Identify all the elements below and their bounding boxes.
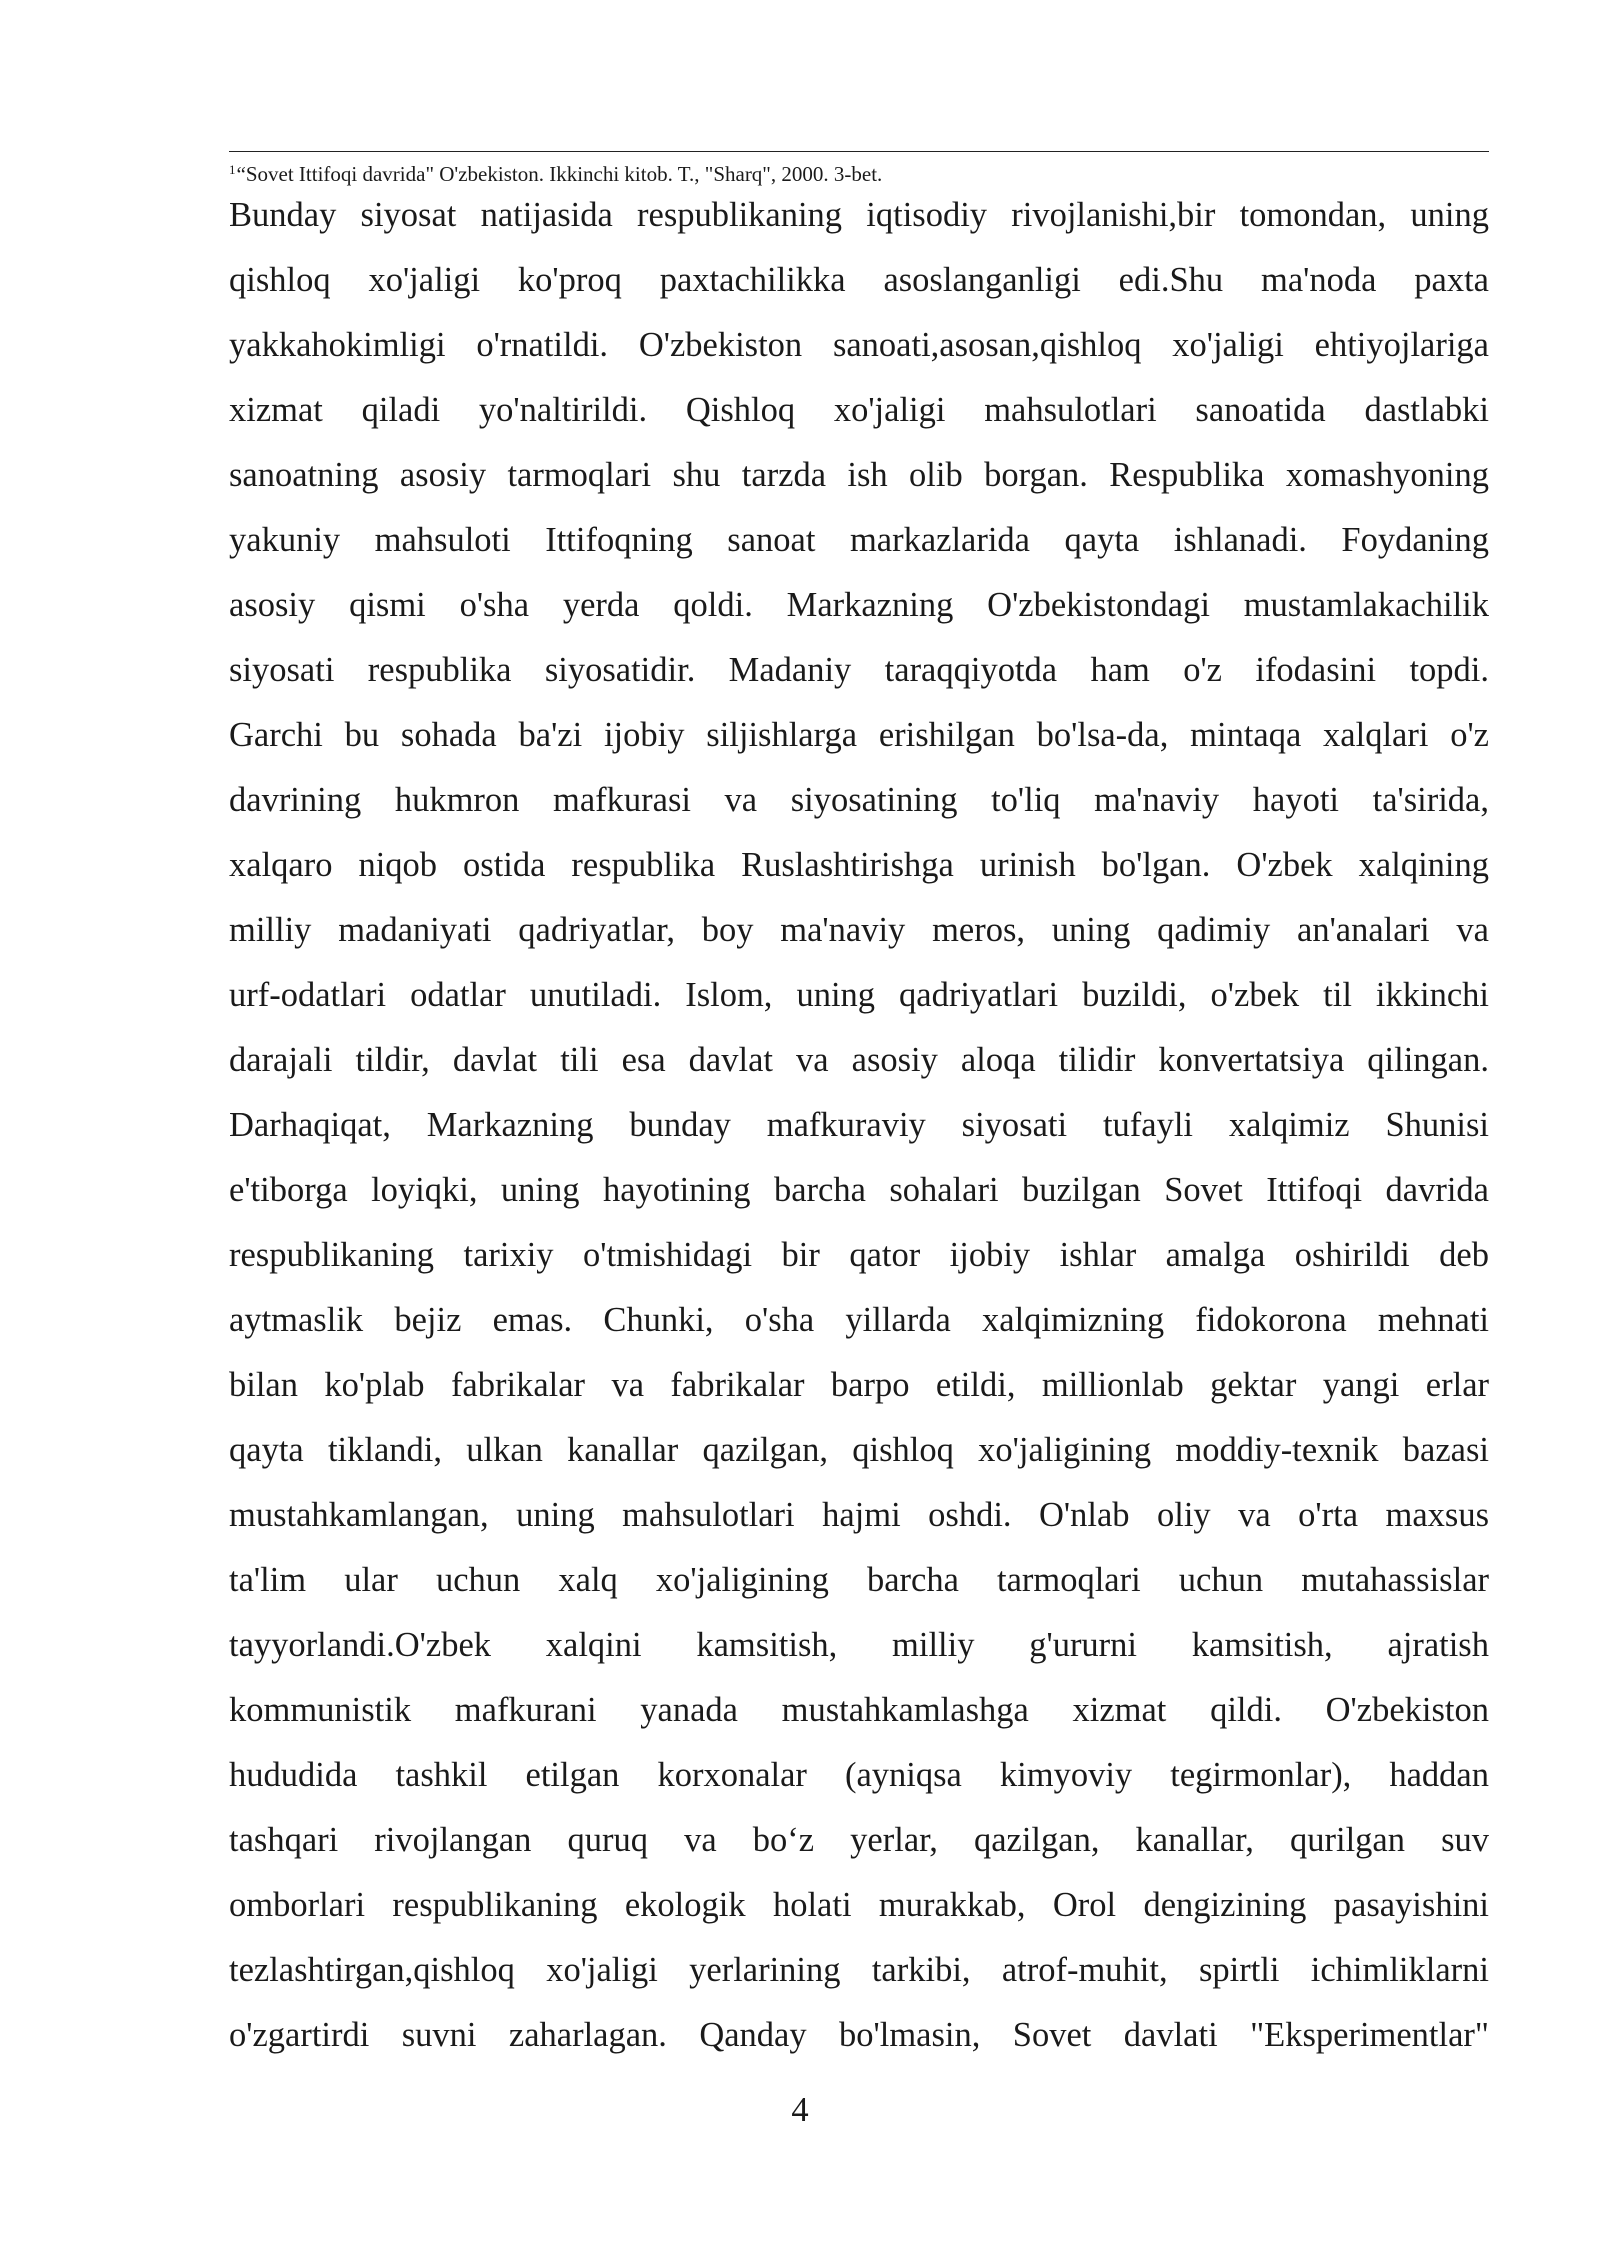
footnote-separator [229,151,1489,152]
body-line: kommunistik mafkurani yanada mustahkamlashga xizmat qildi. O'zbekiston [229,1691,1489,1729]
body-line: aytmaslik bejiz emas. Chunki, o'sha yillarda xalqimizning fidokorona mehnati [229,1301,1489,1339]
body-line: Garchi bu sohada ba'zi ijobiy siljishlarga erishilgan bo'lsa-da, mintaqa xalqlari o'z [229,716,1489,754]
body-line: ta'lim ular uchun xalq xo'jaligining barcha tarmoqlari uchun mutahassislar [229,1561,1489,1599]
body-line: qishloq xo'jaligi ko'proq paxtachilikka asoslanganligi edi.Shu ma'noda paxta [229,261,1489,299]
body-line: qayta tiklandi, ulkan kanallar qazilgan, qishloq xo'jaligining moddiy-texnik bazasi [229,1431,1489,1469]
body-line: bilan ko'plab fabrikalar va fabrikalar barpo etildi, millionlab gektar yangi erlar [229,1366,1489,1404]
body-line: sanoatning asosiy tarmoqlari shu tarzda ish olib borgan. Respublika xomashyoning [229,456,1489,494]
body-line: omborlari respublikaning ekologik holati murakkab, Orol dengizining pasayishini [229,1886,1489,1924]
body-line: siyosati respublika siyosatidir. Madaniy taraqqiyotda ham o'z ifodasini topdi. [229,651,1489,689]
body-line: e'tiborga loyiqki, uning hayotining barcha sohalari buzilgan Sovet Ittifoqi davrida [229,1171,1489,1209]
body-line: tashqari rivojlangan quruq va bo‘z yerlar, qazilgan, kanallar, qurilgan suv [229,1821,1489,1859]
body-line: o'zgartirdi suvni zaharlagan. Qanday bo'lmasin, Sovet davlati "Eksperimentlar" [229,2016,1489,2054]
body-line: milliy madaniyati qadriyatlar, boy ma'naviy meros, uning qadimiy an'analari va [229,911,1489,949]
body-line: tayyorlandi.O'zbek xalqini kamsitish, milliy g'ururni kamsitish, ajratish [229,1626,1489,1664]
body-line: yakuniy mahsuloti Ittifoqning sanoat markazlarida qayta ishlanadi. Foydaning [229,521,1489,559]
body-line: darajali tildir, davlat tili esa davlat va asosiy aloqa tilidir konvertatsiya qilingan. [229,1041,1489,1079]
body-line: respublikaning tarixiy o'tmishidagi bir qator ijobiy ishlar amalga oshirildi deb [229,1236,1489,1274]
body-line: Bunday siyosat natijasida respublikaning iqtisodiy rivojlanishi,bir tomondan, uning [229,196,1489,234]
body-line: urf-odatlari odatlar unutiladi. Islom, uning qadriyatlari buzildi, o'zbek til ikkinchi [229,976,1489,1014]
body-line: hududida tashkil etilgan korxonalar (ayniqsa kimyoviy tegirmonlar), haddan [229,1756,1489,1794]
page-number: 4 [791,2091,809,2129]
body-paragraph [229,183,1489,2068]
body-line: yakkahokimligi o'rnatildi. O'zbekiston sanoati,asosan,qishloq xo'jaligi ehtiyojlariga [229,326,1489,364]
body-line: xizmat qiladi yo'naltirildi. Qishloq xo'jaligi mahsulotlari sanoatida dastlabki [229,391,1489,429]
body-line: Darhaqiqat, Markazning bunday mafkuraviy siyosati tufayli xalqimiz Shunisi [229,1106,1489,1144]
body-line: davrining hukmron mafkurasi va siyosatining to'liq ma'naviy hayoti ta'sirida, [229,781,1489,819]
footnote-text: “Sovet Ittifoqi davrida" O'zbekiston. Ikkinchi kitob. T., "Sharq", 2000. 3-bet. [236,162,883,186]
body-line: xalqaro niqob ostida respublika Ruslashtirishga urinish bo'lgan. O'zbek xalqining [229,846,1489,884]
body-line: tezlashtirgan,qishloq xo'jaligi yerlarining tarkibi, atrof-muhit, spirtli ichimliklarni [229,1951,1489,1989]
body-line: mustahkamlangan, uning mahsulotlari hajmi oshdi. O'nlab oliy va o'rta maxsus [229,1496,1489,1534]
footnote-marker: 1 [229,162,236,177]
body-line: asosiy qismi o'sha yerda qoldi. Markazning O'zbekistondagi mustamlakachilik [229,586,1489,624]
